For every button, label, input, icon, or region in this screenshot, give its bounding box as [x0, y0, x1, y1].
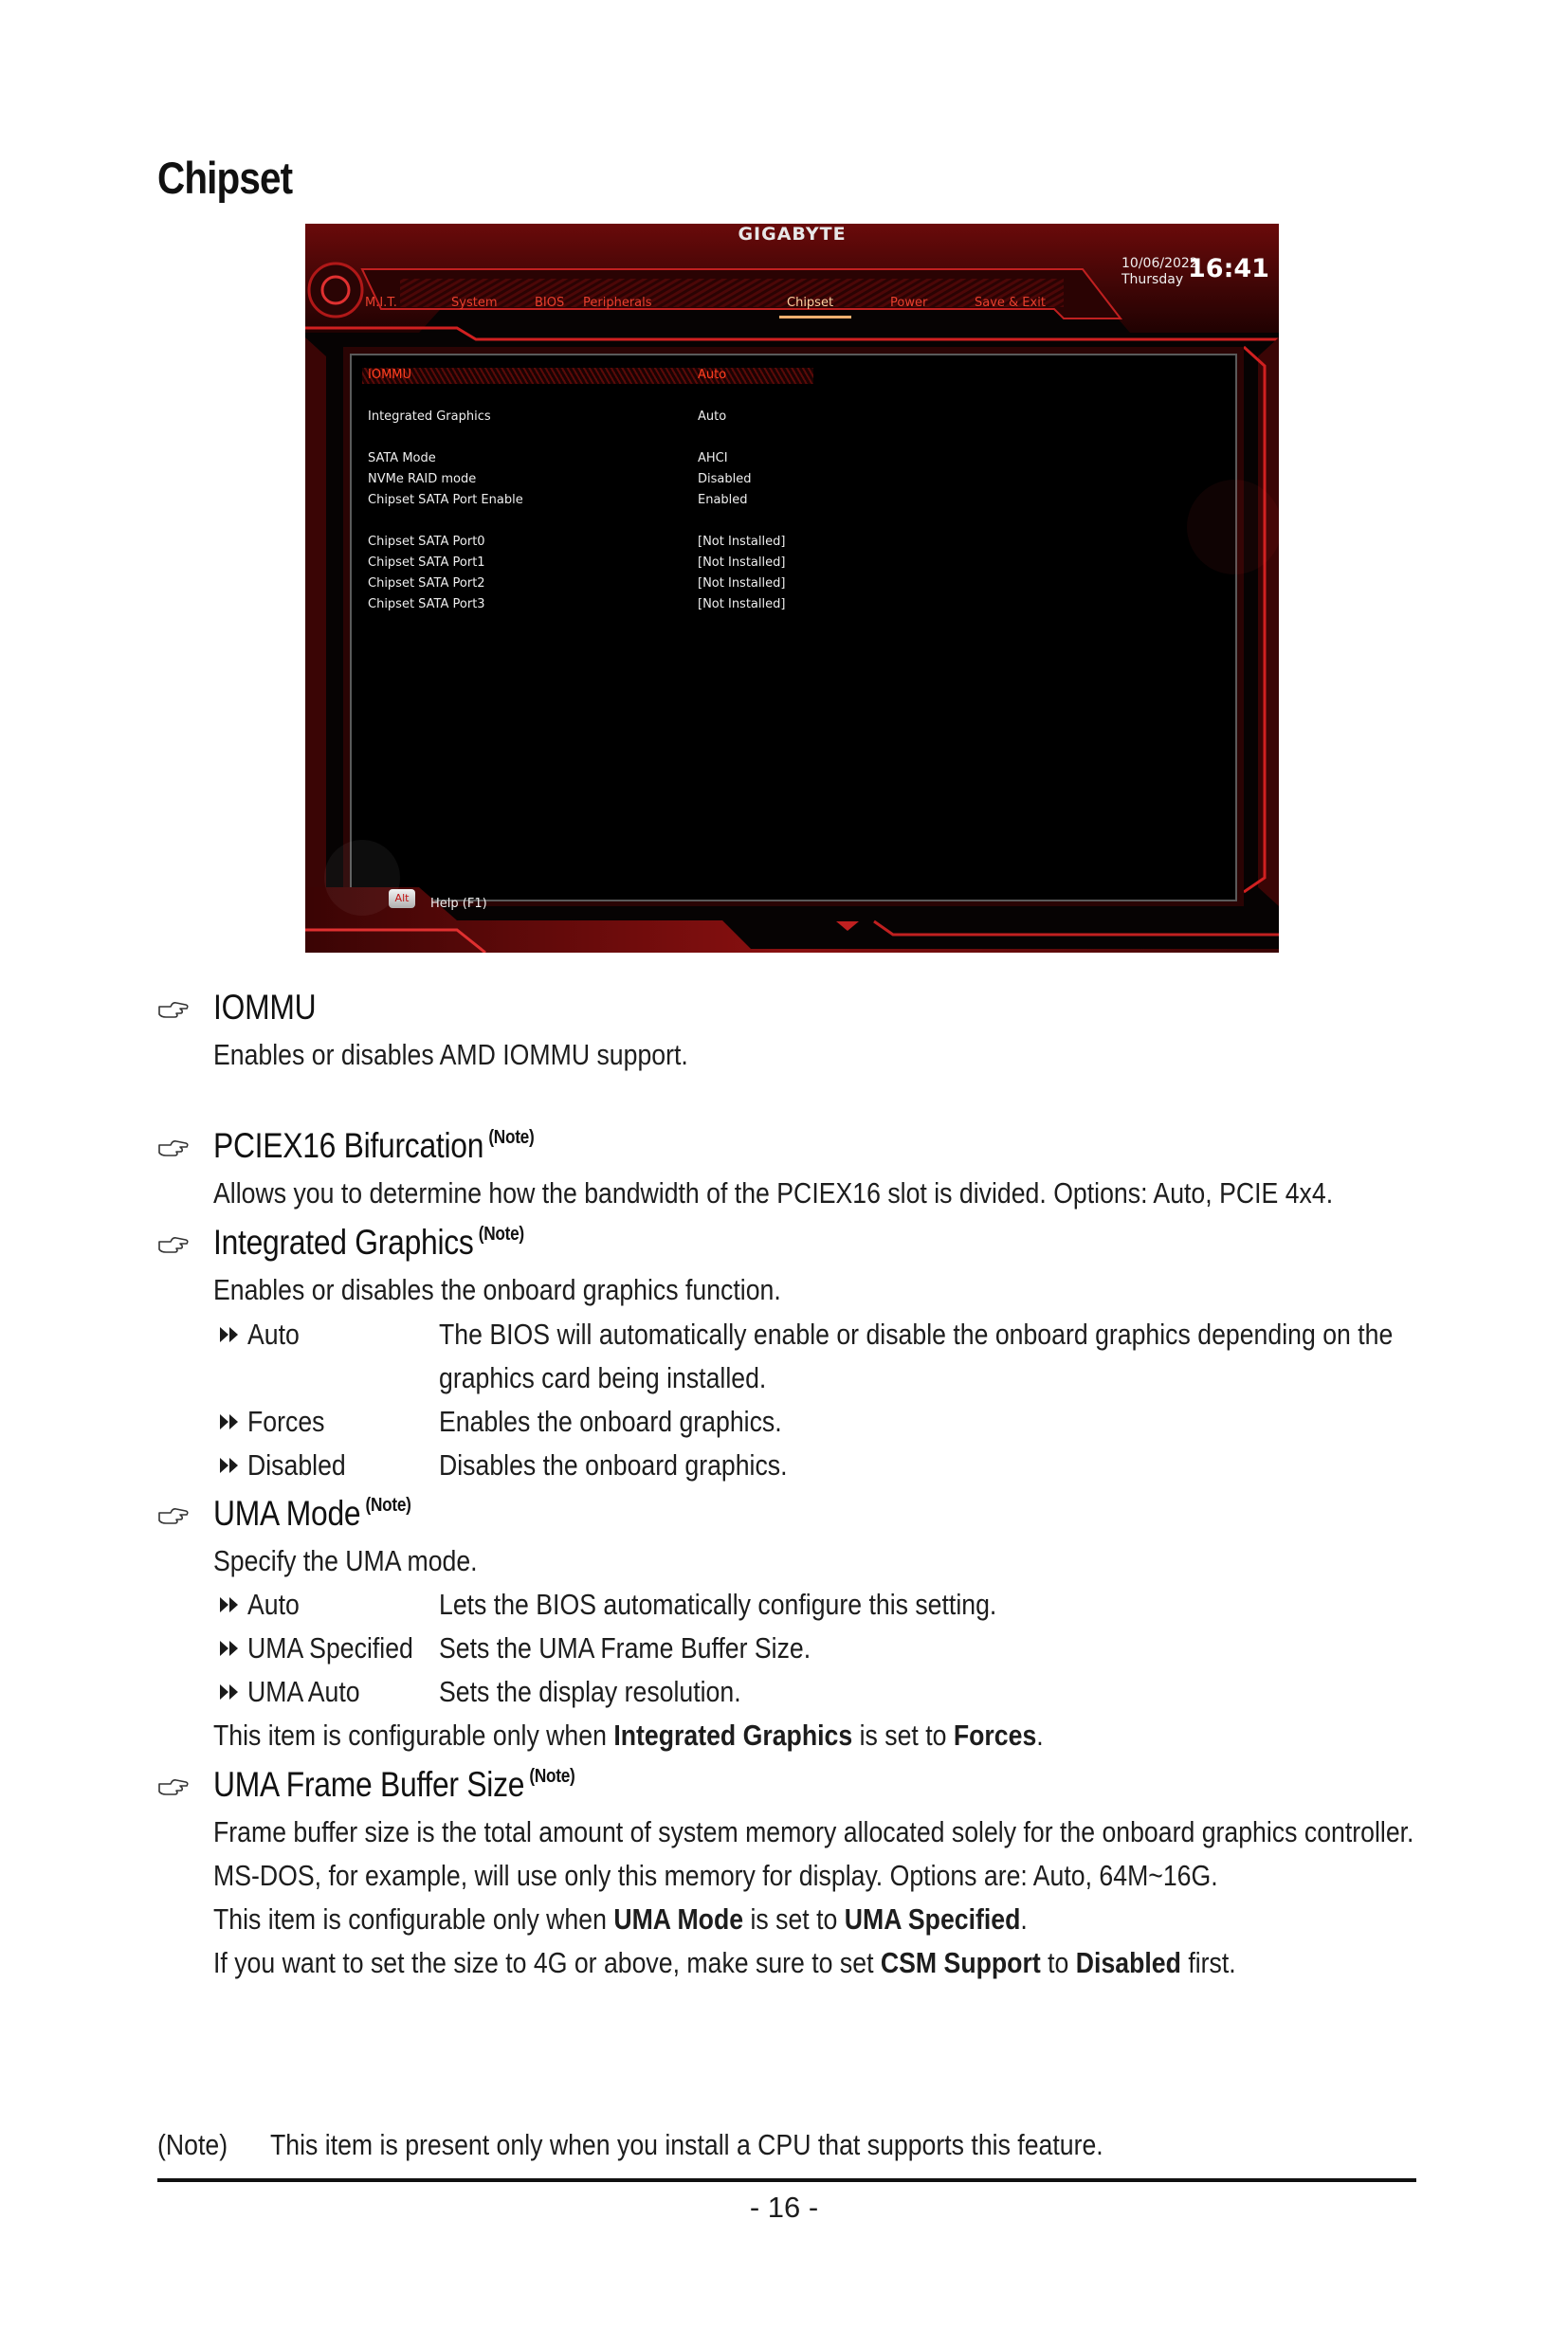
option-description: Sets the UMA Frame Buffer Size.: [439, 1631, 811, 1665]
section-title-uma-mode: [213, 1494, 411, 1534]
text-run: is set to: [852, 1719, 954, 1752]
footnote-label: (Note): [157, 2128, 228, 2161]
text-run: is set to: [743, 1902, 845, 1936]
bios-row-label: Integrated Graphics: [368, 409, 491, 424]
uma-fb-line-1: Frame buffer size is the total amount of system memory allocated solely for the onboard graphics controller.: [213, 1815, 1414, 1848]
double-arrow-icon: [218, 1455, 241, 1476]
bios-row-label: Chipset SATA Port2: [368, 576, 485, 591]
text-bold: Disabled: [1075, 1946, 1181, 1979]
double-arrow-icon: [218, 1411, 241, 1432]
double-arrow-icon: [218, 1594, 241, 1615]
option-description: Enables the onboard graphics.: [439, 1405, 782, 1438]
bios-row-sata-port1[interactable]: [368, 554, 842, 573]
option-name: Forces: [247, 1405, 325, 1438]
text-run: .: [1036, 1719, 1044, 1752]
bios-row-label: SATA Mode: [368, 451, 436, 465]
option-description: Lets the BIOS automatically configure this setting.: [439, 1588, 997, 1621]
text-run: .: [1020, 1902, 1028, 1936]
text-bold: UMA Specified: [844, 1902, 1021, 1936]
help-f1-label[interactable]: Help (F1): [430, 897, 487, 911]
bios-row-value: Enabled: [698, 493, 748, 507]
note-superscript: (Note): [529, 1766, 575, 1787]
bios-row-value: Auto: [698, 409, 727, 424]
bios-row-chipset-sata-port-enable[interactable]: [368, 491, 842, 510]
uma-mode-condition: [213, 1714, 1044, 1757]
bios-row-label: Chipset SATA Port3: [368, 597, 485, 611]
text-run: If you want to set the size to 4G or above, make sure to set: [213, 1946, 881, 1979]
bios-row-sata-port2[interactable]: [368, 574, 842, 593]
pciex16-description: Allows you to determine how the bandwidth of the PCIEX16 slot is divided. Options: Auto, PCIE 4x4.: [213, 1176, 1334, 1210]
bios-row-sata-port0[interactable]: [368, 533, 842, 552]
bios-row-integrated-graphics[interactable]: [368, 408, 842, 427]
tab-bios[interactable]: BIOS: [535, 296, 565, 310]
note-superscript: (Note): [488, 1127, 535, 1148]
tab-power[interactable]: Power: [890, 296, 928, 310]
bios-row-value: [Not Installed]: [698, 576, 786, 591]
text-bold: UMA Mode: [613, 1902, 744, 1936]
bios-date: [1121, 256, 1198, 288]
bios-date-value: 10/06/2022: [1121, 256, 1198, 271]
option-name: Auto: [247, 1588, 300, 1621]
option-description: Sets the display resolution.: [439, 1675, 741, 1708]
bios-row-label: Chipset SATA Port Enable: [368, 493, 523, 507]
section-title-pciex16: [213, 1126, 534, 1166]
pointing-hand-icon: [157, 1137, 190, 1158]
tab-save-exit[interactable]: Save & Exit: [975, 296, 1046, 310]
iommu-description: Enables or disables AMD IOMMU support.: [213, 1038, 688, 1071]
double-arrow-icon: [218, 1638, 241, 1659]
pointing-hand-icon: [157, 1505, 190, 1526]
page-number: - 16 -: [749, 2191, 819, 2224]
bios-clock: 16:41: [1188, 254, 1269, 283]
bios-row-iommu[interactable]: [368, 366, 842, 385]
option-name: Auto: [247, 1318, 300, 1351]
alt-key-button[interactable]: Alt: [389, 889, 415, 908]
bios-day-value: Thursday: [1121, 272, 1184, 287]
selection-highlight: [362, 368, 813, 384]
double-arrow-icon: [218, 1682, 241, 1702]
bios-row-sata-port3[interactable]: [368, 595, 842, 614]
text-run: This item is configurable only when: [213, 1902, 614, 1936]
tab-mit[interactable]: M.I.T.: [365, 296, 397, 310]
pointing-hand-icon: [157, 1234, 190, 1255]
option-description-cont: graphics card being installed.: [439, 1361, 767, 1394]
section-title-iommu: IOMMU: [213, 988, 317, 1027]
bios-row-value: Auto: [698, 368, 727, 382]
uma-fb-line-3: [213, 1898, 1028, 1941]
option-description: The BIOS will automatically enable or disable the onboard graphics depending on the: [439, 1318, 1394, 1351]
pointing-hand-icon: [157, 1776, 190, 1797]
bios-row-value: AHCI: [698, 451, 728, 465]
page-title: Chipset: [157, 153, 293, 203]
uma-mode-description: Specify the UMA mode.: [213, 1544, 478, 1577]
bios-row-value: [Not Installed]: [698, 597, 786, 611]
section-title-text: PCIEX16 Bifurcation: [213, 1126, 484, 1165]
note-superscript: (Note): [478, 1224, 524, 1245]
text-run: to: [1040, 1946, 1076, 1979]
bios-row-value: Disabled: [698, 472, 752, 486]
bios-row-value: [Not Installed]: [698, 535, 786, 549]
tab-chipset[interactable]: Chipset: [787, 296, 834, 310]
bios-row-label: Chipset SATA Port0: [368, 535, 485, 549]
option-name: UMA Specified: [247, 1631, 413, 1665]
section-title-uma-frame-buffer-size: [213, 1765, 575, 1805]
igfx-description: Enables or disables the onboard graphics function.: [213, 1273, 781, 1306]
text-run: This item is configurable only when: [213, 1719, 614, 1752]
active-tab-indicator: [779, 316, 851, 318]
section-title-integrated-graphics: [213, 1223, 524, 1263]
section-title-text: UMA Mode: [213, 1494, 361, 1533]
text-bold: CSM Support: [880, 1946, 1041, 1979]
option-description: Disables the onboard graphics.: [439, 1448, 788, 1482]
bios-screenshot: [305, 224, 1279, 953]
text-bold: Forces: [953, 1719, 1037, 1752]
text-run: first.: [1180, 1946, 1236, 1979]
double-arrow-icon: [218, 1324, 241, 1345]
bios-brand-logo: GIGABYTE: [738, 224, 847, 245]
bios-row-value: [Not Installed]: [698, 555, 786, 570]
section-title-text: UMA Frame Buffer Size: [213, 1765, 525, 1804]
section-title-text: Integrated Graphics: [213, 1223, 474, 1262]
bios-row-nvme-raid-mode[interactable]: [368, 470, 842, 489]
footer-divider: [157, 2178, 1416, 2182]
pointing-hand-icon: [157, 999, 190, 1020]
option-name: Disabled: [247, 1448, 346, 1482]
bios-row-label: NVMe RAID mode: [368, 472, 477, 486]
text-bold: Integrated Graphics: [613, 1719, 853, 1752]
tab-system[interactable]: System: [451, 296, 498, 310]
footnote-text: This item is present only when you install a CPU that supports this feature.: [270, 2128, 1103, 2161]
tab-peripherals[interactable]: Peripherals: [583, 296, 652, 310]
option-name: UMA Auto: [247, 1675, 360, 1708]
uma-fb-line-2: MS-DOS, for example, will use only this memory for display. Options are: Auto, 64M~16G.: [213, 1859, 1218, 1892]
note-superscript: (Note): [365, 1495, 411, 1516]
bios-row-sata-mode[interactable]: [368, 449, 842, 468]
bios-row-label: IOMMU: [368, 368, 412, 382]
uma-fb-line-4: [213, 1941, 1236, 1985]
bios-row-label: Chipset SATA Port1: [368, 555, 485, 570]
